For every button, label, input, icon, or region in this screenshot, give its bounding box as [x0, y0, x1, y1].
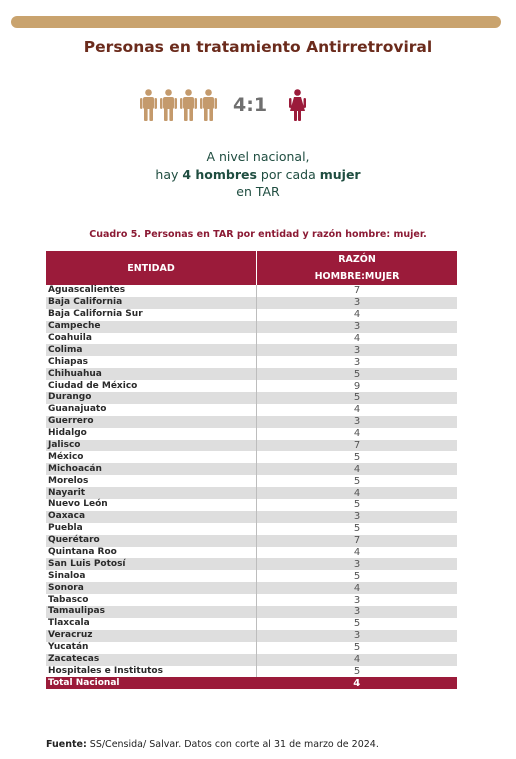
cell-razon: 5	[257, 451, 458, 463]
cell-entidad: Zacatecas	[46, 654, 257, 666]
table-row	[46, 309, 457, 321]
cell-razon: 4	[257, 463, 458, 475]
cell-entidad: México	[46, 451, 257, 463]
cell-entidad: Puebla	[46, 523, 257, 535]
cell-entidad: Tlaxcala	[46, 618, 257, 630]
table-row	[46, 333, 457, 345]
man-icon	[140, 89, 157, 121]
cell-razon: 5	[257, 523, 458, 535]
statement-mid: por cada	[256, 166, 320, 182]
table-row	[46, 475, 457, 487]
source-label: Fuente:	[46, 739, 87, 750]
table-row	[46, 547, 457, 559]
table-row	[46, 535, 457, 547]
table-row	[46, 428, 457, 440]
cell-razon: 3	[257, 344, 458, 356]
cell-razon: 4	[257, 487, 458, 499]
top-accent-bar	[11, 16, 501, 28]
cell-entidad: Ciudad de México	[46, 380, 257, 392]
cell-razon: 3	[257, 630, 458, 642]
statement-line-3: en TAR	[236, 184, 280, 199]
cell-razon: 5	[257, 666, 458, 678]
statement-line-1: A nivel nacional,	[206, 149, 310, 164]
cell-razon: 5	[257, 499, 458, 511]
cell-entidad: Yucatán	[46, 642, 257, 654]
cell-entidad: San Luis Potosí	[46, 558, 257, 570]
cell-entidad: Durango	[46, 392, 257, 404]
cell-entidad: Morelos	[46, 475, 257, 487]
cell-entidad: Aguascalientes	[46, 285, 257, 297]
cell-razon: 4	[257, 404, 458, 416]
cell-entidad: Nayarit	[46, 487, 257, 499]
cell-entidad: Sonora	[46, 582, 257, 594]
man-icon	[180, 89, 197, 121]
cell-razon: 4	[257, 654, 458, 666]
cell-entidad: Michoacán	[46, 463, 257, 475]
cell-entidad: Jalisco	[46, 440, 257, 452]
cell-razon: 4	[257, 582, 458, 594]
cell-razon: 7	[257, 285, 458, 297]
table-row	[46, 440, 457, 452]
table-row	[46, 618, 457, 630]
cell-entidad: Tabasco	[46, 594, 257, 606]
table-row	[46, 487, 457, 499]
cell-entidad: Veracruz	[46, 630, 257, 642]
table-row	[46, 558, 457, 570]
table-row	[46, 380, 457, 392]
national-statement	[0, 148, 516, 201]
header-razon-line-2: HOMBRE:MUJER	[314, 271, 400, 282]
man-icon	[160, 89, 177, 121]
table-row	[46, 606, 457, 618]
table-row	[46, 404, 457, 416]
cell-razon: 4	[257, 309, 458, 321]
table-row	[46, 321, 457, 333]
table-row	[46, 416, 457, 428]
cell-razon: 3	[257, 416, 458, 428]
cell-entidad: Tamaulipas	[46, 606, 257, 618]
table-row	[46, 499, 457, 511]
men-icons	[140, 89, 217, 121]
cell-razon: 3	[257, 356, 458, 368]
table-row	[46, 297, 457, 309]
table-row	[46, 285, 457, 297]
statement-woman: mujer	[319, 166, 361, 182]
total-row	[46, 677, 457, 689]
cell-razon: 5	[257, 368, 458, 380]
table-row	[46, 356, 457, 368]
cell-entidad: Coahuila	[46, 333, 257, 345]
table-row	[46, 392, 457, 404]
cell-entidad: Guerrero	[46, 416, 257, 428]
cell-razon: 4	[257, 333, 458, 345]
cell-razon: 3	[257, 297, 458, 309]
cell-entidad: Baja California	[46, 297, 257, 309]
source-note	[46, 739, 379, 750]
ratio-value: 4:1	[233, 94, 268, 116]
table-row	[46, 451, 457, 463]
cell-razon: 9	[257, 380, 458, 392]
cell-razon: 3	[257, 606, 458, 618]
table-row	[46, 523, 457, 535]
source-text: SS/Censida/ Salvar. Datos con corte al 31 de marzo de 2024.	[86, 739, 379, 750]
table-row	[46, 582, 457, 594]
header-razon	[257, 251, 458, 285]
table-row	[46, 463, 457, 475]
cell-entidad: Quintana Roo	[46, 547, 257, 559]
woman-icon	[289, 89, 306, 121]
cell-entidad: Campeche	[46, 321, 257, 333]
cell-entidad: Guanajuato	[46, 404, 257, 416]
cell-entidad: Querétaro	[46, 535, 257, 547]
table-row	[46, 666, 457, 678]
cell-entidad: Hidalgo	[46, 428, 257, 440]
cell-razon: 5	[257, 618, 458, 630]
header-razon-line-1: RAZÓN	[338, 254, 376, 265]
table-header-row	[46, 251, 457, 285]
ratio-table	[46, 251, 457, 689]
table-row	[46, 642, 457, 654]
cell-entidad: Colima	[46, 344, 257, 356]
cell-razon: 5	[257, 392, 458, 404]
cell-entidad: Hospitales e Institutos	[46, 666, 257, 678]
page-title: Personas en tratamiento Antirretroviral	[83, 38, 433, 56]
cell-entidad: Baja California Sur	[46, 309, 257, 321]
table-row	[46, 570, 457, 582]
cell-razon: 4	[257, 428, 458, 440]
statement-line-2	[0, 166, 516, 184]
total-razon: 4	[257, 677, 458, 689]
cell-entidad: Sinaloa	[46, 570, 257, 582]
ratio-infographic	[140, 85, 306, 125]
cell-razon: 3	[257, 558, 458, 570]
cell-razon: 5	[257, 475, 458, 487]
cell-razon: 3	[257, 511, 458, 523]
cell-entidad: Chiapas	[46, 356, 257, 368]
table-row	[46, 654, 457, 666]
table-row	[46, 630, 457, 642]
table-caption: Cuadro 5. Personas en TAR por entidad y razón hombre: mujer.	[89, 229, 427, 240]
cell-razon: 3	[257, 321, 458, 333]
statement-pre: hay	[155, 166, 183, 182]
cell-razon: 5	[257, 570, 458, 582]
cell-entidad: Chihuahua	[46, 368, 257, 380]
cell-razon: 7	[257, 535, 458, 547]
cell-razon: 3	[257, 594, 458, 606]
table-row	[46, 594, 457, 606]
statement-men: 4 hombres	[182, 166, 257, 182]
table-row	[46, 368, 457, 380]
table-row	[46, 511, 457, 523]
table-body	[46, 285, 457, 689]
cell-entidad: Oaxaca	[46, 511, 257, 523]
cell-razon: 7	[257, 440, 458, 452]
cell-razon: 5	[257, 642, 458, 654]
total-entidad: Total Nacional	[46, 677, 257, 689]
man-icon	[200, 89, 217, 121]
header-entidad: ENTIDAD	[46, 251, 257, 285]
cell-entidad: Nuevo León	[46, 499, 257, 511]
cell-razon: 4	[257, 547, 458, 559]
table-row	[46, 344, 457, 356]
